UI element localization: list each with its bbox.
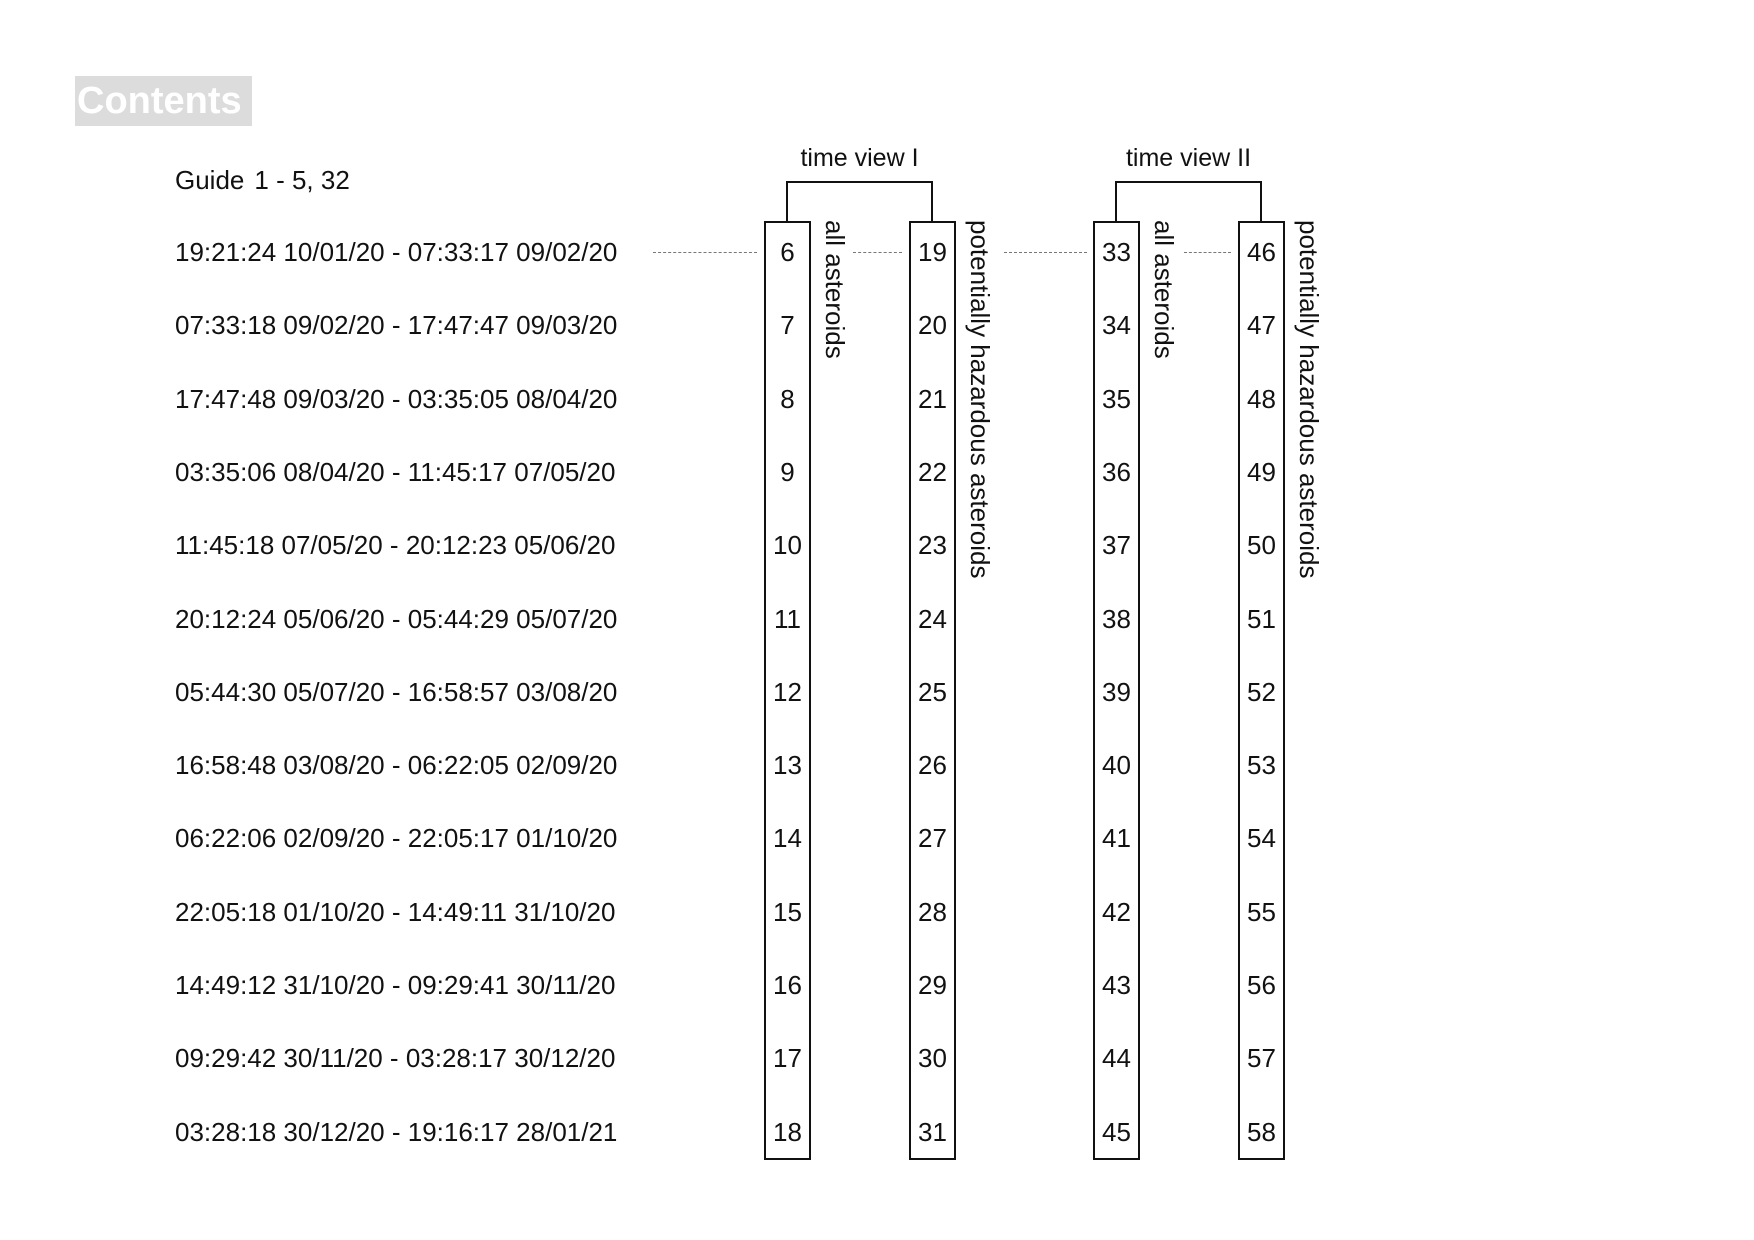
page-number[interactable]: 17	[773, 1043, 802, 1074]
page-column	[1093, 221, 1140, 1160]
page-number[interactable]: 7	[780, 310, 795, 341]
time-view-label: time view I	[800, 144, 919, 172]
page-number[interactable]: 19	[918, 237, 947, 267]
page-number[interactable]: 47	[1247, 310, 1276, 341]
date-range: 22:05:18 01/10/20 - 14:49:11 31/10/20	[175, 896, 616, 927]
guide-pages[interactable]: 1 - 5, 32	[254, 165, 350, 195]
page-number[interactable]: 36	[1102, 456, 1131, 487]
column-label: potentially hazardous asteroids	[965, 220, 995, 579]
page-number[interactable]: 30	[918, 1043, 947, 1074]
page-number[interactable]: 18	[773, 1116, 802, 1147]
page-number[interactable]: 24	[918, 603, 947, 634]
leader-line	[1184, 252, 1231, 253]
page-number[interactable]: 16	[773, 970, 802, 1000]
page-number[interactable]: 33	[1102, 237, 1131, 267]
time-view-bracket	[786, 181, 933, 223]
page-number[interactable]: 55	[1247, 896, 1276, 927]
guide-label: Guide	[175, 165, 245, 195]
page-number[interactable]: 28	[918, 896, 947, 927]
page-number[interactable]: 26	[918, 750, 947, 781]
date-range: 05:44:30 05/07/20 - 16:58:57 03/08/20	[175, 676, 618, 707]
page-number[interactable]: 50	[1247, 530, 1276, 561]
page-number[interactable]: 40	[1102, 750, 1131, 781]
page-column	[764, 221, 811, 1160]
page-number[interactable]: 43	[1102, 970, 1131, 1000]
column-label: all asteroids	[1149, 220, 1179, 359]
page-number[interactable]: 31	[918, 1116, 947, 1147]
page-number[interactable]: 51	[1247, 603, 1276, 634]
page-number[interactable]: 52	[1247, 676, 1276, 707]
page-number[interactable]: 25	[918, 676, 947, 707]
leader-line	[853, 252, 902, 253]
page-number[interactable]: 12	[773, 676, 802, 707]
leader-line	[1004, 252, 1087, 253]
page-number[interactable]: 15	[773, 896, 802, 927]
page-number[interactable]: 54	[1247, 823, 1276, 854]
page-number[interactable]: 11	[774, 603, 801, 634]
page-number[interactable]: 14	[773, 823, 802, 854]
date-range: 09:29:42 30/11/20 - 03:28:17 30/12/20	[175, 1043, 616, 1074]
page-number[interactable]: 53	[1247, 750, 1276, 781]
page-column	[909, 221, 956, 1160]
page-number[interactable]: 22	[918, 456, 947, 487]
page-number[interactable]: 35	[1102, 383, 1131, 414]
page-number[interactable]: 38	[1102, 603, 1131, 634]
page-number[interactable]: 58	[1247, 1116, 1276, 1147]
column-label: potentially hazardous asteroids	[1294, 220, 1324, 579]
page-number[interactable]: 9	[780, 456, 795, 487]
date-range: 06:22:06 02/09/20 - 22:05:17 01/10/20	[175, 823, 618, 854]
page-title: Contents	[75, 76, 252, 126]
page-number[interactable]: 29	[918, 970, 947, 1000]
date-range: 03:28:18 30/12/20 - 19:16:17 28/01/21	[175, 1116, 618, 1147]
page-number[interactable]: 8	[780, 383, 795, 414]
leader-line	[653, 252, 757, 253]
date-range: 07:33:18 09/02/20 - 17:47:47 09/03/20	[175, 310, 618, 341]
page-number[interactable]: 34	[1102, 310, 1131, 341]
column-label: all asteroids	[820, 220, 850, 359]
date-range: 20:12:24 05/06/20 - 05:44:29 05/07/20	[175, 603, 618, 634]
page-number[interactable]: 23	[918, 530, 947, 561]
page-number[interactable]: 56	[1247, 970, 1276, 1000]
page-number[interactable]: 48	[1247, 383, 1276, 414]
page-number[interactable]: 49	[1247, 456, 1276, 487]
page-number[interactable]: 37	[1102, 530, 1131, 561]
page-number[interactable]: 13	[773, 750, 802, 781]
time-view-label: time view II	[1125, 144, 1252, 172]
date-range: 03:35:06 08/04/20 - 11:45:17 07/05/20	[175, 456, 616, 487]
date-range: 14:49:12 31/10/20 - 09:29:41 30/11/20	[175, 970, 616, 1000]
time-view-bracket	[1115, 181, 1262, 223]
page-number[interactable]: 10	[773, 530, 802, 561]
page-number[interactable]: 46	[1247, 237, 1276, 267]
page-number[interactable]: 6	[780, 237, 795, 267]
date-range: 16:58:48 03/08/20 - 06:22:05 02/09/20	[175, 750, 618, 781]
page-number[interactable]: 44	[1102, 1043, 1131, 1074]
date-range: 19:21:24 10/01/20 - 07:33:17 09/02/20	[175, 237, 618, 267]
date-range: 17:47:48 09/03/20 - 03:35:05 08/04/20	[175, 383, 618, 414]
page-number[interactable]: 42	[1102, 896, 1131, 927]
guide-line	[175, 162, 350, 198]
date-range: 11:45:18 07/05/20 - 20:12:23 05/06/20	[175, 530, 616, 561]
page-number[interactable]: 39	[1102, 676, 1131, 707]
page-number[interactable]: 45	[1102, 1116, 1131, 1147]
page-number[interactable]: 41	[1102, 823, 1131, 854]
page-number[interactable]: 27	[918, 823, 947, 854]
page-number[interactable]: 57	[1247, 1043, 1276, 1074]
page-number[interactable]: 20	[918, 310, 947, 341]
page-number[interactable]: 21	[918, 383, 947, 414]
page-column	[1238, 221, 1285, 1160]
